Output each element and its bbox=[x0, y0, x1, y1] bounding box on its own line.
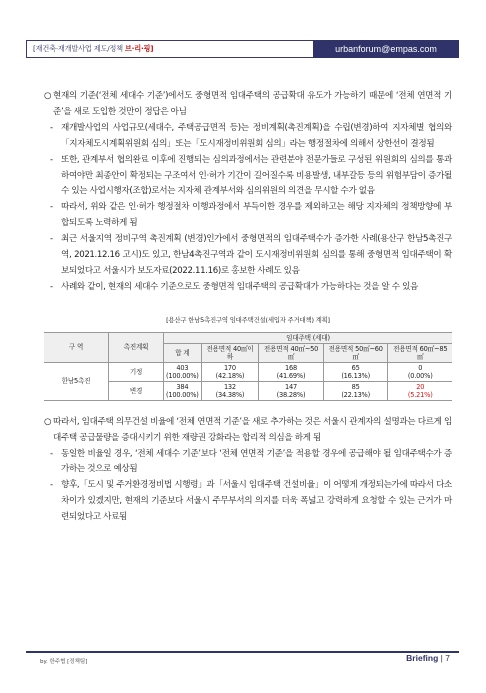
table-row bbox=[44, 362, 452, 381]
section1-bullet-text: 따라서, 위와 같은 인·허가 행정절차 이행과정에서 부득이한 경우를 제외하고는 해당 지자체의 정책방향에 부합되도록 노력하게 됨 bbox=[61, 202, 452, 229]
cell-percent: (100.00%) bbox=[166, 390, 199, 399]
section1-bullet bbox=[50, 121, 452, 153]
dash-bullet-icon: - bbox=[50, 122, 53, 133]
section1-bullet-text: 재개발사업의 사업규모(세대수, 주택공급면적 등)는 정비계획(촉진계획)을 수립(변경)하여 지자체별 협의와「지자체도시계획위원회 심의」또는「도시재정비위원회 심의」라는 행정절차에 의해서 상한선이 결정됨 bbox=[61, 122, 452, 149]
plan-label-cell: 기정 bbox=[109, 362, 164, 381]
table-cell bbox=[164, 362, 202, 381]
cell-value: 147 bbox=[285, 382, 298, 391]
table-caption: [용산구 한남5촉진구역 임대주택건설(세입자 주거대책) 계획] bbox=[166, 315, 330, 324]
cell-percent: (38.28%) bbox=[276, 390, 306, 399]
col-group-rental: 임대주택 (세대) bbox=[164, 332, 453, 343]
header-category-label: [재건축·재개발사업 제도/정책 bbox=[33, 44, 123, 53]
col-area-4: 전용면적 60㎡~85㎡ bbox=[388, 343, 452, 362]
table-cell bbox=[323, 362, 388, 381]
col-total: 합 계 bbox=[164, 343, 202, 362]
cell-value: 0 bbox=[418, 363, 423, 372]
cell-percent: (34.38%) bbox=[215, 390, 245, 399]
cell-value: 403 bbox=[176, 363, 189, 372]
col-plan: 촉진계획 bbox=[109, 332, 164, 362]
section1-bullet bbox=[50, 200, 452, 232]
footer-author: by. 한주협 [정책팀] bbox=[40, 659, 88, 665]
rental-housing-table bbox=[44, 332, 452, 401]
cell-percent: (100.00%) bbox=[166, 371, 199, 380]
section2-bullet-text: 향후,「도시 및 주거환경정비법 시행령」과「서울시 임대주택 건설비율」이 어떻게 개정되는가에 따라서 다소 차이가 있겠지만, 현재의 기준보다 서울시 주무부서의 의지를 더욱 폭넓고 강력하게 요청할 수 있는 근거가 마련되었다고 사료됨 bbox=[61, 480, 452, 523]
dash-bullet-icon: - bbox=[50, 154, 53, 165]
header-email: urbanforum@empas.com bbox=[313, 40, 459, 58]
table-cell bbox=[388, 362, 452, 381]
dash-bullet-icon: - bbox=[50, 448, 53, 459]
dash-bullet-icon: - bbox=[50, 202, 53, 213]
section2-paragraph bbox=[44, 415, 452, 447]
section1-bullet-text: 최근 서울지역 정비구역 촉진계획 (변경)인가에서 중형면적의 임대주택수가 증가한 사례(용산구 한남5촉진구역, 2021.12.16 고시)도 있고, 한남4촉진구역과 같이 도시재정비위원회 심의를 통해 중형면적 임대주택이 확보되었다고 서울시가 보도자료(2022.11.16)로 홍보한 사례도 있음 bbox=[61, 234, 452, 276]
cell-percent: (22.13%) bbox=[341, 390, 370, 399]
col-district: 구 역 bbox=[44, 332, 109, 362]
section2-main-text: 따라서, 임대주택 의무건설 비율에 ‘전체 연면적 기준’을 새로 추가하는 것은 서울시 관계자의 설명과는 다르게 임대주택 공급물량을 증대시키기 위한 재량권 강화라는 합리적 의심을 하게 됨 bbox=[53, 416, 452, 443]
header-brief-label: 브·리·핑] bbox=[124, 44, 154, 53]
cell-value: 384 bbox=[176, 382, 189, 391]
cell-value: 65 bbox=[351, 363, 360, 372]
table-header-row bbox=[44, 332, 452, 343]
header-category bbox=[26, 40, 313, 58]
section1-bullet bbox=[50, 153, 452, 201]
document-body bbox=[44, 89, 452, 526]
cell-percent: (16.13%) bbox=[341, 371, 370, 380]
cell-percent: (41.69%) bbox=[276, 371, 306, 380]
footer-brand: Briefing bbox=[406, 653, 439, 663]
plan-label-cell: 변경 bbox=[109, 381, 164, 400]
cell-value: 20 bbox=[416, 382, 425, 391]
cell-value: 170 bbox=[223, 363, 236, 372]
cell-percent: (0.00%) bbox=[407, 371, 433, 380]
section2-bullet-text: 동일한 비율일 경우, ‘전체 세대수 기준’보다 ‘전체 연면적 기준’을 적용할 경우에 공급해야 될 임대주택수가 증가하는 것으로 예상됨 bbox=[61, 448, 452, 475]
cell-value: 132 bbox=[223, 382, 236, 391]
section2-bullet bbox=[50, 478, 452, 526]
section1-bullet bbox=[50, 232, 452, 280]
district-cell: 한남5촉진 bbox=[44, 362, 109, 400]
table-cell bbox=[259, 362, 324, 381]
table-cell bbox=[201, 362, 259, 381]
circle-bullet-icon: ○ bbox=[44, 416, 52, 427]
footer-divider bbox=[26, 651, 459, 653]
cell-percent: (42.18%) bbox=[215, 371, 245, 380]
table-cell bbox=[164, 381, 202, 400]
page-header bbox=[26, 40, 459, 58]
cell-percent: (5.21%) bbox=[407, 390, 433, 399]
section1-main-text: 현재의 기준(‘전체 세대수 기준’)에서도 중형면적 임대주택의 공급확대 유도가 가능하기 때문에 ‘전체 연면적 기준’을 새로 도입한 것만이 정답은 아님 bbox=[53, 91, 452, 117]
section1-bullet-text: 사례와 같이, 현재의 세대수 기준으로도 중형면적 임대주택의 공급확대가 가능하다는 것을 알 수 있음 bbox=[61, 281, 418, 292]
table-cell bbox=[259, 381, 324, 400]
section2-bullet bbox=[50, 447, 452, 479]
section1-paragraph bbox=[44, 89, 452, 121]
col-area-1: 전용면적 40㎡이하 bbox=[201, 343, 259, 362]
footer-page-info bbox=[406, 653, 450, 663]
cell-value: 85 bbox=[351, 382, 360, 391]
dash-bullet-icon: - bbox=[50, 234, 53, 245]
dash-bullet-icon: - bbox=[50, 480, 53, 491]
section1-bullet-text: 또한, 관계부서 협의완료 이후에 진행되는 심의과정에서는 관련분야 전문가들로 구성된 위원회의 심의를 통과하여야만 최종안이 확정되는 구조여서 인·허가 기간이 길어질수록 비용발생, 내부갈등 등의 위험부담이 증가될 수 있는 사업시행자(조합)로서는 지자체 관계부서와 심의위원의 의견을 무시할 수가 없음 bbox=[61, 154, 452, 197]
footer-separator: | bbox=[440, 653, 443, 663]
dash-bullet-icon: - bbox=[50, 281, 53, 292]
section1-bullet bbox=[50, 280, 452, 296]
col-area-3: 전용면적 50㎡~60㎡ bbox=[323, 343, 388, 362]
table-cell bbox=[323, 381, 388, 400]
cell-value: 168 bbox=[285, 363, 298, 372]
page-number: 7 bbox=[445, 653, 450, 663]
table-cell bbox=[201, 381, 259, 400]
circle-bullet-icon: ○ bbox=[44, 91, 52, 101]
col-area-2: 전용면적 40㎡~50㎡ bbox=[259, 343, 324, 362]
table-cell-highlight bbox=[388, 381, 452, 400]
